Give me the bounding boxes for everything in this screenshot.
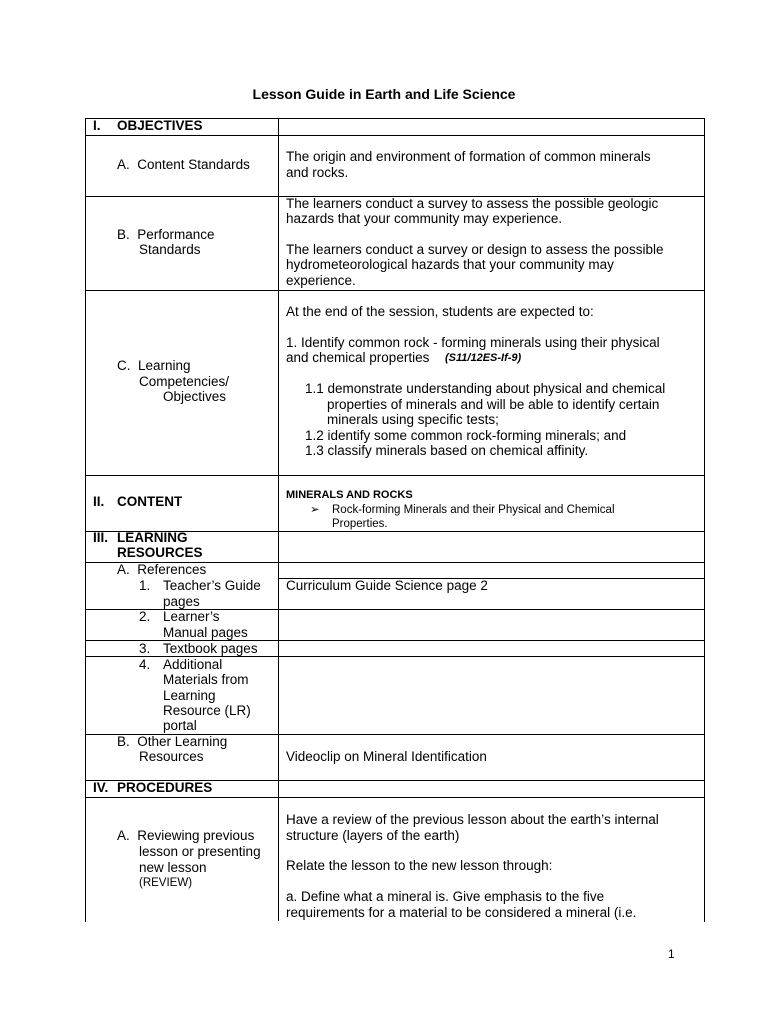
section-heading-objectives: OBJECTIVES — [117, 118, 203, 133]
content-bullet: Rock-forming Minerals and their Physical and Chemical — [332, 504, 615, 516]
other-resources-label: B. Other Learning — [117, 734, 228, 749]
reference-num: 1. — [139, 578, 151, 593]
reference-label: Manual pages — [163, 625, 248, 640]
content-standards-label: A. Content Standards — [117, 157, 250, 172]
section-heading-content: CONTENT — [117, 494, 183, 509]
reference-num: 4. — [139, 657, 151, 672]
performance-standards-text: The learners conduct a survey to assess the possible geologic — [286, 196, 659, 211]
references-label: A. References — [117, 562, 207, 577]
section-heading-procedures: PROCEDURES — [117, 780, 213, 795]
other-resources-label: Resources — [139, 749, 204, 764]
learning-competencies-intro: At the end of the session, students are expected to: — [286, 304, 594, 319]
reference-num: 2. — [139, 609, 151, 624]
reference-label: Teacher’s Guide — [163, 578, 261, 593]
competency-item: 1. Identify common rock - forming minerals using their physical — [286, 335, 660, 350]
performance-standards-label: B. Performance — [117, 227, 215, 242]
reference-label: Textbook pages — [163, 641, 258, 656]
row-line — [85, 797, 704, 798]
sub-competency: properties of minerals and will be able to identify certain — [327, 397, 660, 412]
learning-competencies-label: C. Learning — [117, 358, 191, 373]
reference-value: Curriculum Guide Science page 2 — [286, 578, 488, 593]
row-line — [85, 475, 704, 476]
procedure-a-label: new lesson — [139, 860, 207, 875]
learning-competencies-label: Objectives — [163, 389, 227, 404]
content-topic: MINERALS AND ROCKS — [286, 489, 413, 501]
row-line — [85, 290, 704, 291]
procedure-a-label: lesson or presenting — [139, 844, 261, 859]
content-standards-text: and rocks. — [286, 165, 349, 180]
row-line — [85, 135, 704, 136]
content-standards-text: The origin and environment of formation of common minerals — [286, 149, 651, 164]
procedure-a-text: Have a review of the previous lesson about the earth’s internal — [286, 812, 659, 827]
reference-label: Resource (LR) — [163, 703, 251, 718]
sub-competency: 1.2 identify some common rock-forming minerals; and — [305, 428, 627, 443]
procedure-a-label: (REVIEW) — [139, 877, 193, 889]
reference-label: pages — [163, 594, 200, 609]
performance-standards-label: Standards — [139, 242, 201, 257]
section-heading-learning-resources: LEARNING — [117, 530, 188, 545]
bullet-arrow-icon: ➢ — [310, 504, 320, 516]
reference-label: Additional — [163, 657, 223, 672]
reference-num: 3. — [139, 641, 151, 656]
section-number: IV. — [93, 780, 109, 795]
section-heading-learning-resources: RESOURCES — [117, 545, 203, 560]
competency-item: and chemical properties — [286, 350, 430, 365]
section-number: III. — [93, 530, 109, 545]
competency-code: (S11/12ES-If-9) — [445, 352, 522, 364]
column-divider — [278, 118, 279, 921]
page-number: 1 — [668, 947, 675, 961]
learning-competencies-label: Competencies/ — [139, 374, 230, 389]
section-number: II. — [93, 494, 105, 509]
content-bullet: Properties. — [332, 518, 388, 530]
sub-competency: minerals using specific tests; — [327, 412, 499, 427]
procedure-a-label: A. Reviewing previous — [117, 828, 255, 843]
reference-label: portal — [163, 718, 197, 733]
performance-standards-text: The learners conduct a survey or design to assess the possible — [286, 242, 664, 257]
procedure-a-text: requirements for a material to be considered a mineral (i.e. — [286, 905, 637, 920]
performance-standards-text: experience. — [286, 273, 356, 288]
reference-label: Learner’s — [163, 609, 220, 624]
procedure-a-text: a. Define what a mineral is. Give emphasis to the five — [286, 889, 605, 904]
reference-label: Learning — [163, 688, 216, 703]
performance-standards-text: hazards that your community may experience. — [286, 211, 563, 226]
reference-label: Materials from — [163, 672, 249, 687]
sub-competency: 1.3 classify minerals based on chemical affinity. — [305, 443, 589, 458]
procedure-a-text: structure (layers of the earth) — [286, 828, 460, 843]
document-title: Lesson Guide in Earth and Life Science — [252, 86, 516, 102]
other-resources-value: Videoclip on Mineral Identification — [286, 749, 487, 764]
performance-standards-text: hydrometeorological hazards that your community may — [286, 257, 614, 272]
procedure-a-text: Relate the lesson to the new lesson through: — [286, 858, 553, 873]
section-number: I. — [93, 118, 101, 133]
sub-competency: 1.1 demonstrate understanding about physical and chemical — [305, 381, 666, 396]
